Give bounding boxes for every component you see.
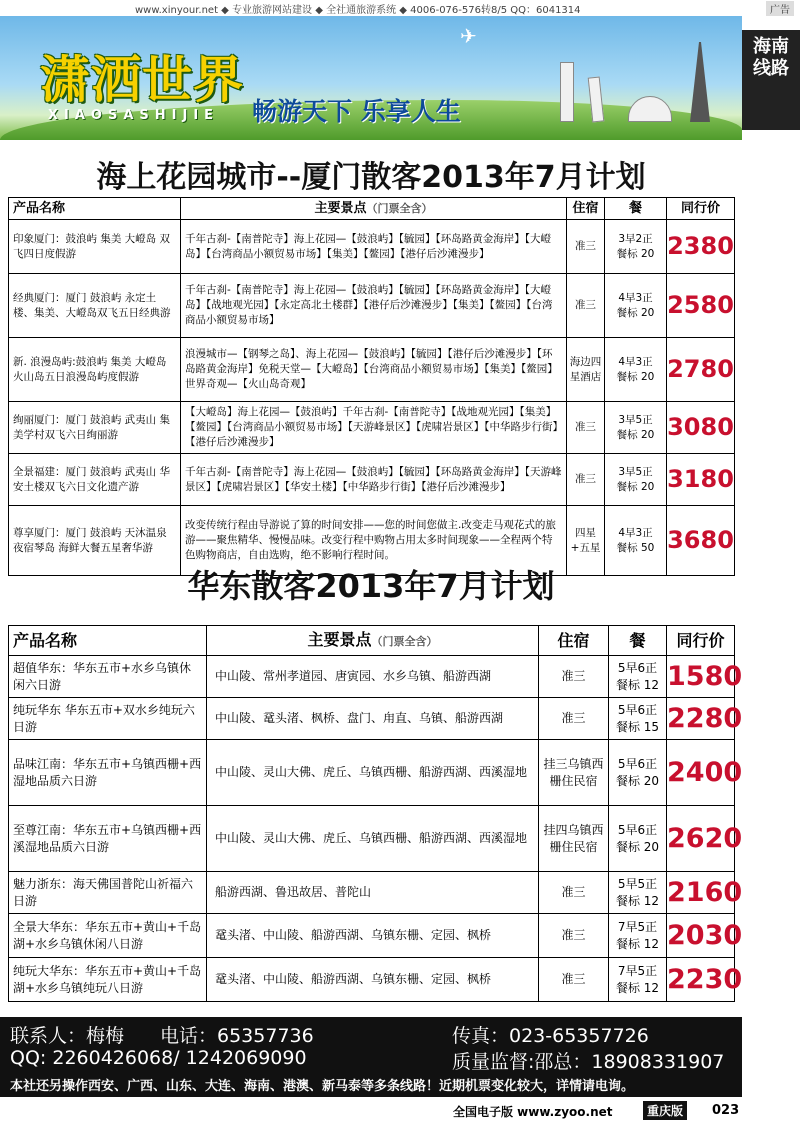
- meal-count: 5早6正: [617, 702, 658, 717]
- product-price: 3080: [667, 402, 735, 454]
- landmark-tower-icon: [560, 62, 574, 122]
- opera-house-icon: [628, 96, 672, 122]
- product-price: 2620: [667, 806, 735, 872]
- meal-count: 4早3正: [618, 291, 653, 304]
- product-stay: 准三: [567, 454, 605, 506]
- product-spots: 中山陵、灵山大佛、虎丘、乌镇西栅、船游西湖、西溪湿地: [207, 806, 539, 872]
- table-row: [9, 338, 735, 402]
- product-price: 2400: [667, 740, 735, 806]
- product-price: 1580: [667, 656, 735, 698]
- meal-count: 7早5正: [617, 963, 658, 978]
- col-header-stay: 住宿: [539, 626, 609, 656]
- product-name: 新. 浪漫岛屿:鼓浪屿 集美 大嶝岛 火山岛五日浪漫岛屿度假游: [9, 338, 181, 402]
- product-name: 纯玩大华东：华东五市+黄山+千岛湖+水乡乌镇纯玩八日游: [9, 958, 207, 1002]
- product-price: 2280: [667, 698, 735, 740]
- product-stay: 准三: [539, 872, 609, 914]
- product-name: 绚丽厦门：厦门 鼓浪屿 武夷山 集美学村双飞六日绚丽游: [9, 402, 181, 454]
- product-spots: 千年古刹-【南普陀寺】海上花园—【鼓浪屿】【毓园】【环岛路黄金海岸】【天游峰景区】【虎啸岩景区】【华安土楼】【中华路步行街】【港仔后沙滩漫步】: [181, 454, 567, 506]
- product-meal: [605, 506, 667, 576]
- product-name: 纯玩华东 华东五市+双水乡纯玩六日游: [9, 698, 207, 740]
- huadong-table: [8, 625, 743, 1002]
- product-name: 魅力浙东：海天佛国普陀山祈福六日游: [9, 872, 207, 914]
- meal-count: 7早5正: [617, 919, 658, 934]
- contact-person: 联系人：梅梅: [10, 1025, 125, 1047]
- product-spots: 鼋头渚、中山陵、船游西湖、乌镇东栅、定园、枫桥: [207, 914, 539, 958]
- product-name: 至尊江南：华东五市+乌镇西栅+西溪湿地品质六日游: [9, 806, 207, 872]
- product-meal: [605, 402, 667, 454]
- product-stay: 准三: [539, 698, 609, 740]
- meal-standard: 餐标 12: [615, 936, 660, 951]
- ad-label: 广告: [766, 1, 794, 16]
- brand-logo: 潇洒世界: [40, 50, 244, 109]
- col-header-meal: 餐: [605, 198, 667, 220]
- meal-standard: 餐标 20: [616, 370, 655, 383]
- product-spots: 【大嶝岛】海上花园—【鼓浪屿】千年古刹-【南普陀寺】【战地观光园】【集美】【鳌园】【台湾商品小额贸易市场】【天游峰景区】【虎啸岩景区】【中华路步行街】【港仔后沙滩漫步】: [181, 402, 567, 454]
- contact-bar: [0, 1017, 742, 1097]
- huadong-title: 华东散客2013年7月计划: [187, 567, 555, 605]
- product-price: 2380: [667, 220, 735, 274]
- table-row: [9, 806, 735, 872]
- footer-note: 本社还另操作西安、广西、山东、大连、海南、港澳、新马泰等多条线路！近期机票变化较大，详情请电询。: [10, 1079, 635, 1094]
- table-row: [9, 220, 735, 274]
- airplane-icon: ✈: [460, 24, 477, 48]
- meal-count: 5早6正: [617, 756, 658, 771]
- meal-standard: 餐标 20: [616, 247, 655, 260]
- meal-count: 4早3正: [618, 355, 653, 368]
- edition-site-label: 全国电子版 www.zyoo.net: [453, 1105, 613, 1119]
- table-row: [9, 656, 735, 698]
- top-strip-text: www.xinyour.net ◆ 专业旅游网站建设 ◆ 全社通旅游系统 ◆ 4006-076-576转8/5 QQ：6041314: [135, 4, 581, 16]
- side-tab-label: 海南线路: [753, 36, 789, 79]
- product-price: 2580: [667, 274, 735, 338]
- product-name: 品味江南：华东五市+乌镇西栅+西湿地品质六日游: [9, 740, 207, 806]
- meal-standard: 餐标 12: [615, 980, 660, 995]
- top-strip: [0, 0, 800, 16]
- table-header-row: [9, 198, 735, 220]
- meal-count: 5早5正: [617, 876, 658, 891]
- table-row: [9, 698, 735, 740]
- table-row: [9, 914, 735, 958]
- col-header-stay: 住宿: [567, 198, 605, 220]
- brand-pinyin: XIAOSASHIJIE: [48, 108, 220, 123]
- bottom-strip: [0, 1100, 800, 1121]
- meal-count: 5早6正: [617, 660, 658, 675]
- contact-phone: 电话：65357736: [160, 1025, 314, 1047]
- header-banner: [0, 16, 742, 140]
- meal-standard: 餐标 20: [616, 428, 655, 441]
- product-meal: [605, 454, 667, 506]
- product-meal: [609, 656, 667, 698]
- product-stay: 准三: [567, 274, 605, 338]
- col-header-spots: [207, 626, 539, 656]
- col-header-spots-label: 主要景点: [307, 630, 372, 649]
- meal-count: 4早3正: [618, 526, 653, 539]
- product-spots: 中山陵、鼋头渚、枫桥、盘门、甪直、乌镇、船游西湖: [207, 698, 539, 740]
- table-row: [9, 958, 735, 1002]
- page-number: 023: [712, 1103, 740, 1118]
- product-stay: 准三: [567, 220, 605, 274]
- side-tab-hainan[interactable]: [742, 30, 800, 130]
- product-stay: 海边四星酒店: [567, 338, 605, 402]
- product-spots: 船游西湖、鲁迅故居、普陀山: [207, 872, 539, 914]
- col-header-name: 产品名称: [9, 626, 207, 656]
- product-spots: 中山陵、灵山大佛、虎丘、乌镇西栅、船游西湖、西溪湿地: [207, 740, 539, 806]
- table-row: [9, 274, 735, 338]
- meal-count: 3早5正: [618, 413, 653, 426]
- meal-count: 3早2正: [618, 232, 653, 245]
- meal-standard: 餐标 50: [616, 541, 655, 554]
- table-row: [9, 740, 735, 806]
- meal-standard: 餐标 20: [615, 839, 660, 854]
- col-header-price: 同行价: [667, 198, 735, 220]
- product-meal: [605, 274, 667, 338]
- col-header-price: 同行价: [667, 626, 735, 656]
- edition-badge: 重庆版: [643, 1101, 687, 1120]
- meal-standard: 餐标 12: [615, 893, 660, 908]
- product-spots: 改变传统行程由导游说了算的时间安排——您的时间您做主.改变走马观花式的旅游——聚焦精华、慢慢品味。改变行程中购物占用太多时间现象——全程两个特色购物商店，自由选购，绝不影响行程时间。: [181, 506, 567, 576]
- product-price: 2160: [667, 872, 735, 914]
- product-price: 2780: [667, 338, 735, 402]
- table-row: [9, 402, 735, 454]
- col-header-spots-note: （门票全含）: [371, 635, 438, 648]
- col-header-spots-note: （门票全含）: [366, 202, 433, 215]
- product-name: 经典厦门：厦门 鼓浪屿 永定土楼、集美、大嶝岛双飞五日经典游: [9, 274, 181, 338]
- meal-standard: 餐标 20: [616, 480, 655, 493]
- xiamen-title: 海上花园城市--厦门散客2013年7月计划: [96, 160, 646, 195]
- table-row: [9, 872, 735, 914]
- product-meal: [609, 698, 667, 740]
- product-stay: 准三: [539, 914, 609, 958]
- table-header-row: [9, 626, 735, 656]
- product-name: 印象厦门：鼓浪屿 集美 大嶝岛 双飞四日度假游: [9, 220, 181, 274]
- product-meal: [609, 958, 667, 1002]
- product-name: 尊享厦门：厦门 鼓浪屿 天沐温泉 夜宿琴岛 海鲜大餐五星奢华游: [9, 506, 181, 576]
- col-header-spots: [181, 198, 567, 220]
- slogan: 畅游天下 乐享人生: [252, 97, 461, 126]
- product-stay: 挂四乌镇西栅住民宿: [539, 806, 609, 872]
- product-spots: 千年古刹-【南普陀寺】海上花园—【鼓浪屿】【毓园】【环岛路黄金海岸】【大嶝岛】【战地观光园】【永定高北土楼群】【港仔后沙滩漫步】【集美】【鳌园】【台湾商品小额贸易市场】: [181, 274, 567, 338]
- contact-fax: 传真：023-65357726: [452, 1025, 649, 1047]
- product-price: 3680: [667, 506, 735, 576]
- product-price: 2230: [667, 958, 735, 1002]
- product-stay: 挂三乌镇西栅住民宿: [539, 740, 609, 806]
- product-stay: 准三: [567, 402, 605, 454]
- product-spots: 浪漫城市—【钢琴之岛】、海上花园—【鼓浪屿】【毓园】【港仔后沙滩漫步】【环岛路黄金海岸】免税天堂—【大嶝岛】【台湾商品小额贸易市场】【集美】【鳌园】世界奇观—【火山岛奇观】: [181, 338, 567, 402]
- meal-standard: 餐标 15: [615, 719, 660, 734]
- product-meal: [609, 740, 667, 806]
- product-spots: 千年古刹-【南普陀寺】海上花园—【鼓浪屿】【毓园】【环岛路黄金海岸】【大嶝岛】【台湾商品小额贸易市场】【集美】【鳌园】【港仔后沙滩漫步】: [181, 220, 567, 274]
- product-meal: [609, 914, 667, 958]
- product-meal: [609, 806, 667, 872]
- product-meal: [605, 338, 667, 402]
- table-row: [9, 454, 735, 506]
- product-name: 全景大华东：华东五市+黄山+千岛湖+水乡乌镇休闲八日游: [9, 914, 207, 958]
- table-row: [9, 506, 735, 576]
- product-stay: 准三: [539, 656, 609, 698]
- meal-count: 3早5正: [618, 465, 653, 478]
- product-meal: [609, 872, 667, 914]
- col-header-meal: 餐: [609, 626, 667, 656]
- col-header-name: 产品名称: [9, 198, 181, 220]
- contact-supervisor: 质量监督:邵总：18908331907: [452, 1051, 725, 1073]
- meal-standard: 餐标 20: [616, 306, 655, 319]
- product-spots: 中山陵、常州孝道园、唐寅园、水乡乌镇、船游西湖: [207, 656, 539, 698]
- product-stay: 四星+五星: [567, 506, 605, 576]
- product-spots: 鼋头渚、中山陵、船游西湖、乌镇东栅、定园、枫桥: [207, 958, 539, 1002]
- col-header-spots-label: 主要景点: [314, 201, 367, 216]
- product-name: 超值华东：华东五市+水乡乌镇休闲六日游: [9, 656, 207, 698]
- product-stay: 准三: [539, 958, 609, 1002]
- eiffel-tower-icon: [690, 42, 710, 122]
- product-price: 3180: [667, 454, 735, 506]
- product-meal: [605, 220, 667, 274]
- contact-qq: QQ: 2260426068/ 1242069090: [10, 1047, 307, 1069]
- product-name: 全景福建：厦门 鼓浪屿 武夷山 华安土楼双飞六日文化遗产游: [9, 454, 181, 506]
- xiamen-table: [8, 197, 735, 576]
- meal-standard: 餐标 20: [615, 773, 660, 788]
- meal-standard: 餐标 12: [615, 677, 660, 692]
- product-price: 2030: [667, 914, 735, 958]
- meal-count: 5早6正: [617, 822, 658, 837]
